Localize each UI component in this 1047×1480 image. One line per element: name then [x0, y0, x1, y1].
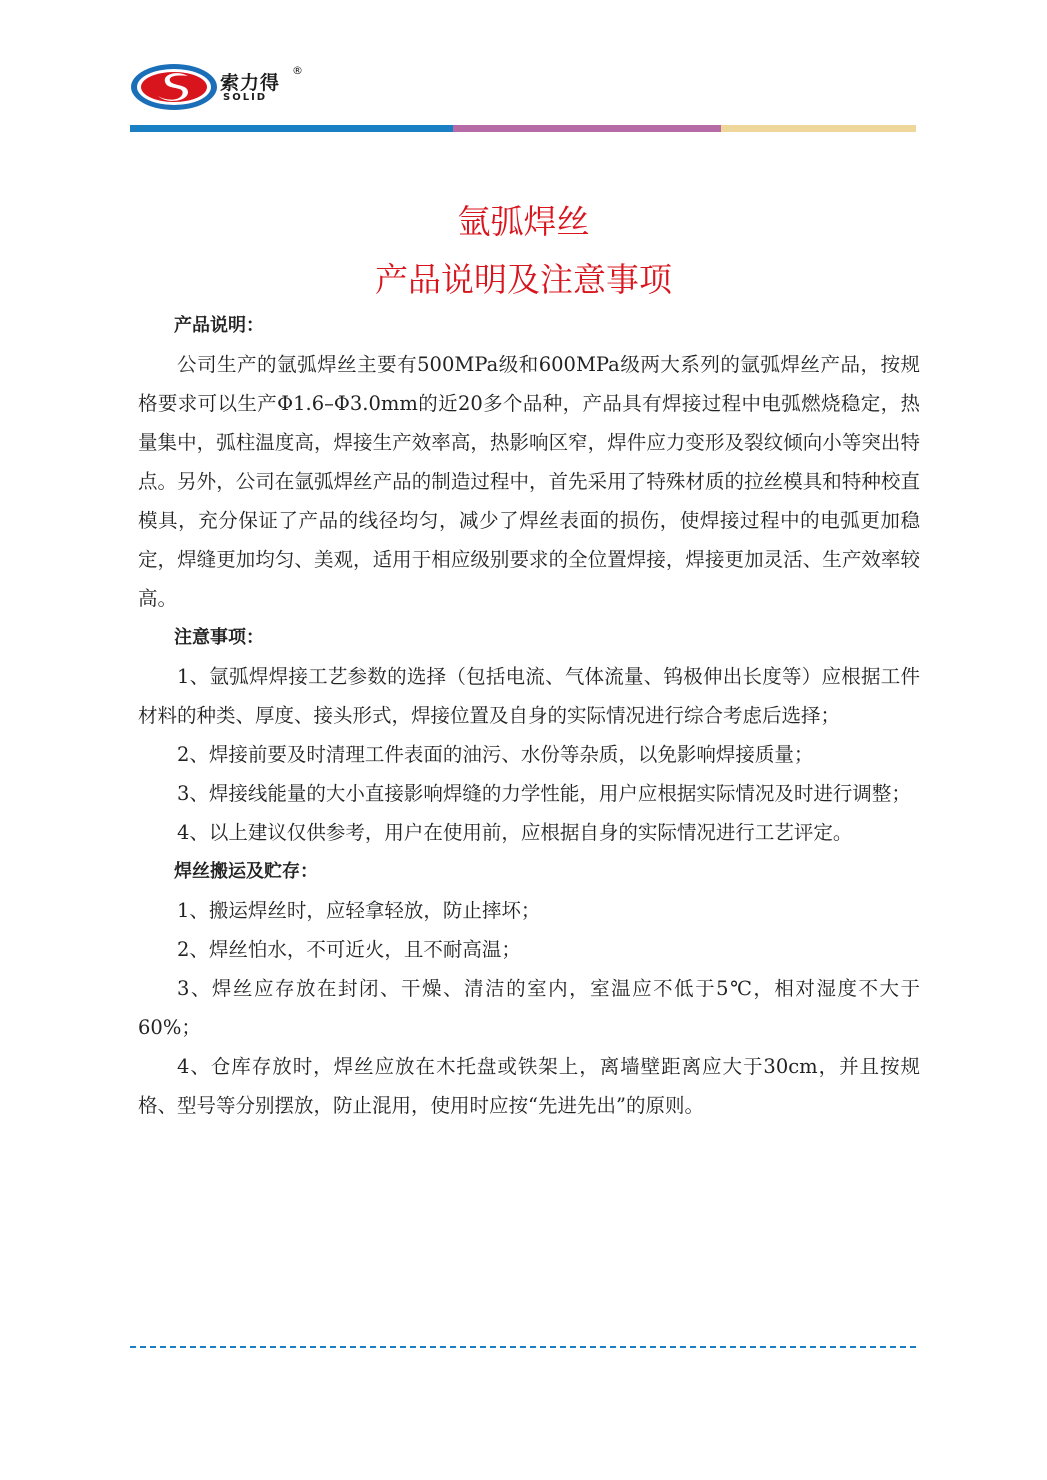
- document-subtitle: 产品说明及注意事项: [375, 260, 672, 299]
- precaution-item: 4、以上建议仅供参考，用户在使用前，应根据自身的实际情况进行工艺评定。: [177, 821, 853, 844]
- storage-item: 1、搬运焊丝时，应轻拿轻放，防止摔坏；: [177, 899, 541, 922]
- document-title: 氩弧焊丝: [457, 202, 590, 241]
- precaution-item: 2、焊接前要及时清理工件表面的油污、水份等杂质，以免影响焊接质量；: [177, 743, 814, 766]
- section-heading-precautions: 注意事项：: [174, 627, 264, 648]
- header-color-bar: [130, 125, 916, 132]
- document-body: [138, 306, 920, 1125]
- brand-logo: [130, 62, 350, 112]
- precaution-item: 1、氩弧焊焊接工艺参数的选择（包括电流、气体流量、钨极伸出长度等）应根据工件材料的种类、厚度、接头形式，焊接位置及自身的实际情况进行综合考虑后选择；: [138, 665, 920, 727]
- section-heading-description: 产品说明：: [174, 315, 264, 336]
- header-bar-purple: [453, 125, 721, 132]
- storage-item: 3、焊丝应存放在封闭、干燥、清洁的室内，室温应不低于5℃，相对湿度不大于60%；: [138, 977, 920, 1039]
- header-bar-blue: [130, 125, 453, 132]
- footer-dashed-divider: [130, 1346, 916, 1348]
- storage-item: 4、仓库存放时，焊丝应放在木托盘或铁架上，离墙壁距离应大于30cm，并且按规格、型号等分别摆放，防止混用，使用时应按“先进先出”的原则。: [138, 1055, 920, 1117]
- description-paragraph: 公司生产的氩弧焊丝主要有500MPa级和600MPa级两大系列的氩弧焊丝产品，按规格要求可以生产Φ1.6–Φ3.0mm的近20多个品种，产品具有焊接过程中电弧燃烧稳定，热量集中，弧柱温度高，焊接生产效率高，热影响区窄，焊件应力变形及裂纹倾向小等突出特点。另外，公司在氩弧焊丝产品的制造过程中，首先采用了特殊材质的拉丝模具和特种校直模具，充分保证了产品的线径均匀，减少了焊丝表面的损伤，使焊接过程中的电弧更加稳定，焊缝更加均匀、美观，适用于相应级别要求的全位置焊接，焊接更加灵活、生产效率较高。: [138, 353, 920, 610]
- brand-name-en: SOLID: [223, 92, 268, 103]
- storage-item: 2、焊丝怕水，不可近火，且不耐高温；: [177, 938, 521, 961]
- section-heading-storage: 焊丝搬运及贮存：: [174, 861, 318, 882]
- registered-mark: ®: [292, 64, 303, 77]
- precaution-item: 3、焊接线能量的大小直接影响焊缝的力学性能，用户应根据实际情况及时进行调整；: [177, 782, 911, 805]
- header-bar-yellow: [721, 125, 916, 132]
- brand-name-cn: 索力得: [220, 72, 281, 94]
- solid-logo-icon: [130, 62, 218, 112]
